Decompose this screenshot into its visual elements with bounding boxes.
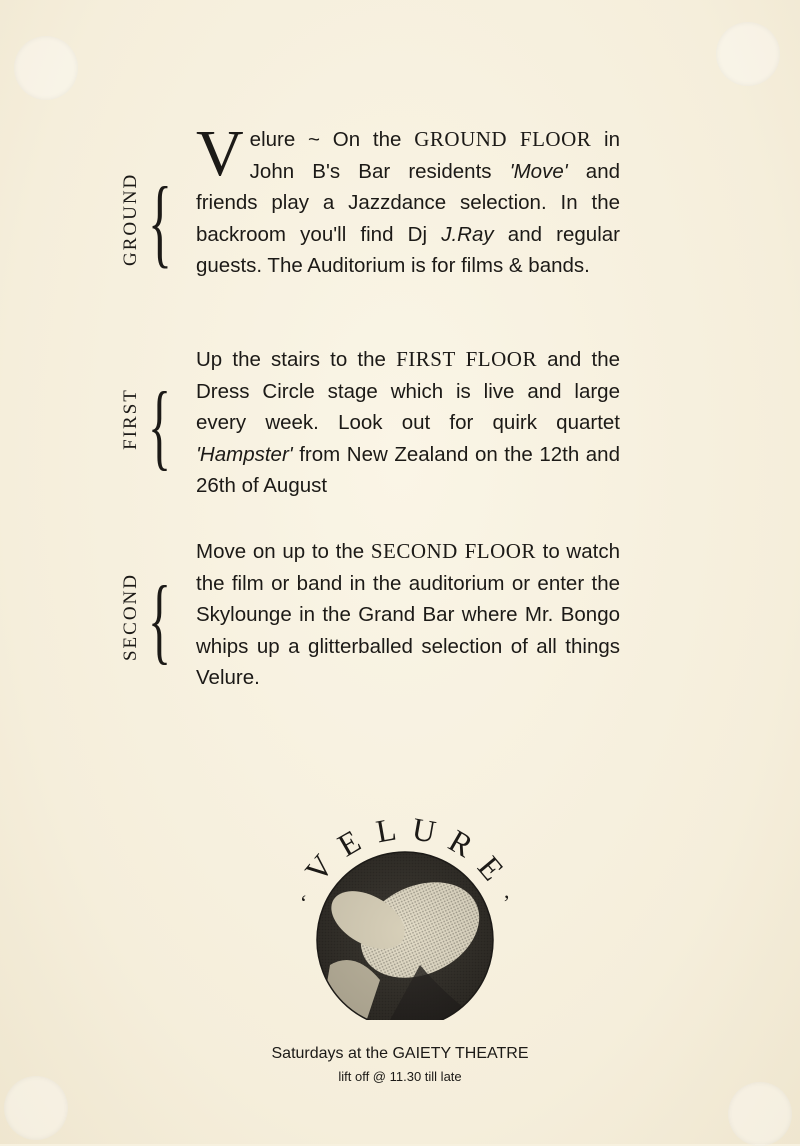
- ground-text-1: elure ~ On the: [249, 128, 415, 151]
- ground-text-3: and friends play a Jazzdance selection. In the backroom you'll find Dj: [196, 159, 620, 246]
- first-text-1: Up the stairs to the: [196, 348, 397, 371]
- second-side-label: SECOND: [120, 573, 141, 662]
- move-name: 'Move': [509, 159, 568, 183]
- footer-time: lift off @ 11.30 till late: [338, 1069, 462, 1084]
- second-floor-section: [196, 536, 620, 694]
- logo-letter: E: [470, 848, 511, 888]
- first-text-3: from New Zealand on the 12th and 26th of August: [196, 442, 620, 497]
- ground-floor-section: [196, 117, 621, 282]
- footer-venue: Saturdays at the GAIETY THEATRE: [271, 1045, 529, 1062]
- first-floor-heading: FIRST FLOOR: [396, 347, 537, 371]
- logo-ornament: ’: [502, 890, 511, 916]
- ground-side-label: GROUND: [120, 172, 141, 266]
- logo-letter: R: [442, 822, 480, 864]
- logo-letter: U: [409, 809, 439, 850]
- second-text-2: to watch the film or band in the auditorium or enter the Skylounge in the Grand Bar where Mr. Bongo whips up a glitterballed selection of all things Velure.: [196, 540, 620, 689]
- first-floor-section: [196, 344, 620, 502]
- ground-text-2: in John B's Bar residents: [249, 128, 621, 183]
- corner-mark: [716, 22, 780, 86]
- drop-cap: V: [196, 117, 244, 190]
- corner-mark: [728, 1082, 792, 1146]
- first-side-label: FIRST: [120, 388, 141, 450]
- corner-mark: [14, 36, 78, 100]
- first-text-2: and the Dress Circle stage which is live and large every week. Look out for quirk quartet: [196, 348, 620, 434]
- ground-brace: {: [148, 166, 172, 277]
- logo-letter: E: [331, 822, 367, 864]
- corner-mark: [4, 1076, 68, 1140]
- first-brace: {: [148, 372, 172, 479]
- ground-floor-heading: GROUND FLOOR: [414, 127, 592, 151]
- jray-name: J.Ray: [441, 222, 494, 246]
- second-floor-heading: SECOND FLOOR: [370, 539, 536, 563]
- logo-letter: L: [372, 810, 399, 850]
- ground-text-4: and regular guests. The Auditorium is for films & bands.: [196, 222, 620, 277]
- logo-letter: V: [297, 847, 341, 889]
- hampster-name: 'Hampster': [196, 442, 293, 466]
- second-text-1: Move on up to the: [196, 540, 371, 563]
- second-brace: {: [148, 566, 172, 673]
- velure-logo: [270, 790, 540, 1020]
- logo-ornament: ‘: [299, 890, 308, 916]
